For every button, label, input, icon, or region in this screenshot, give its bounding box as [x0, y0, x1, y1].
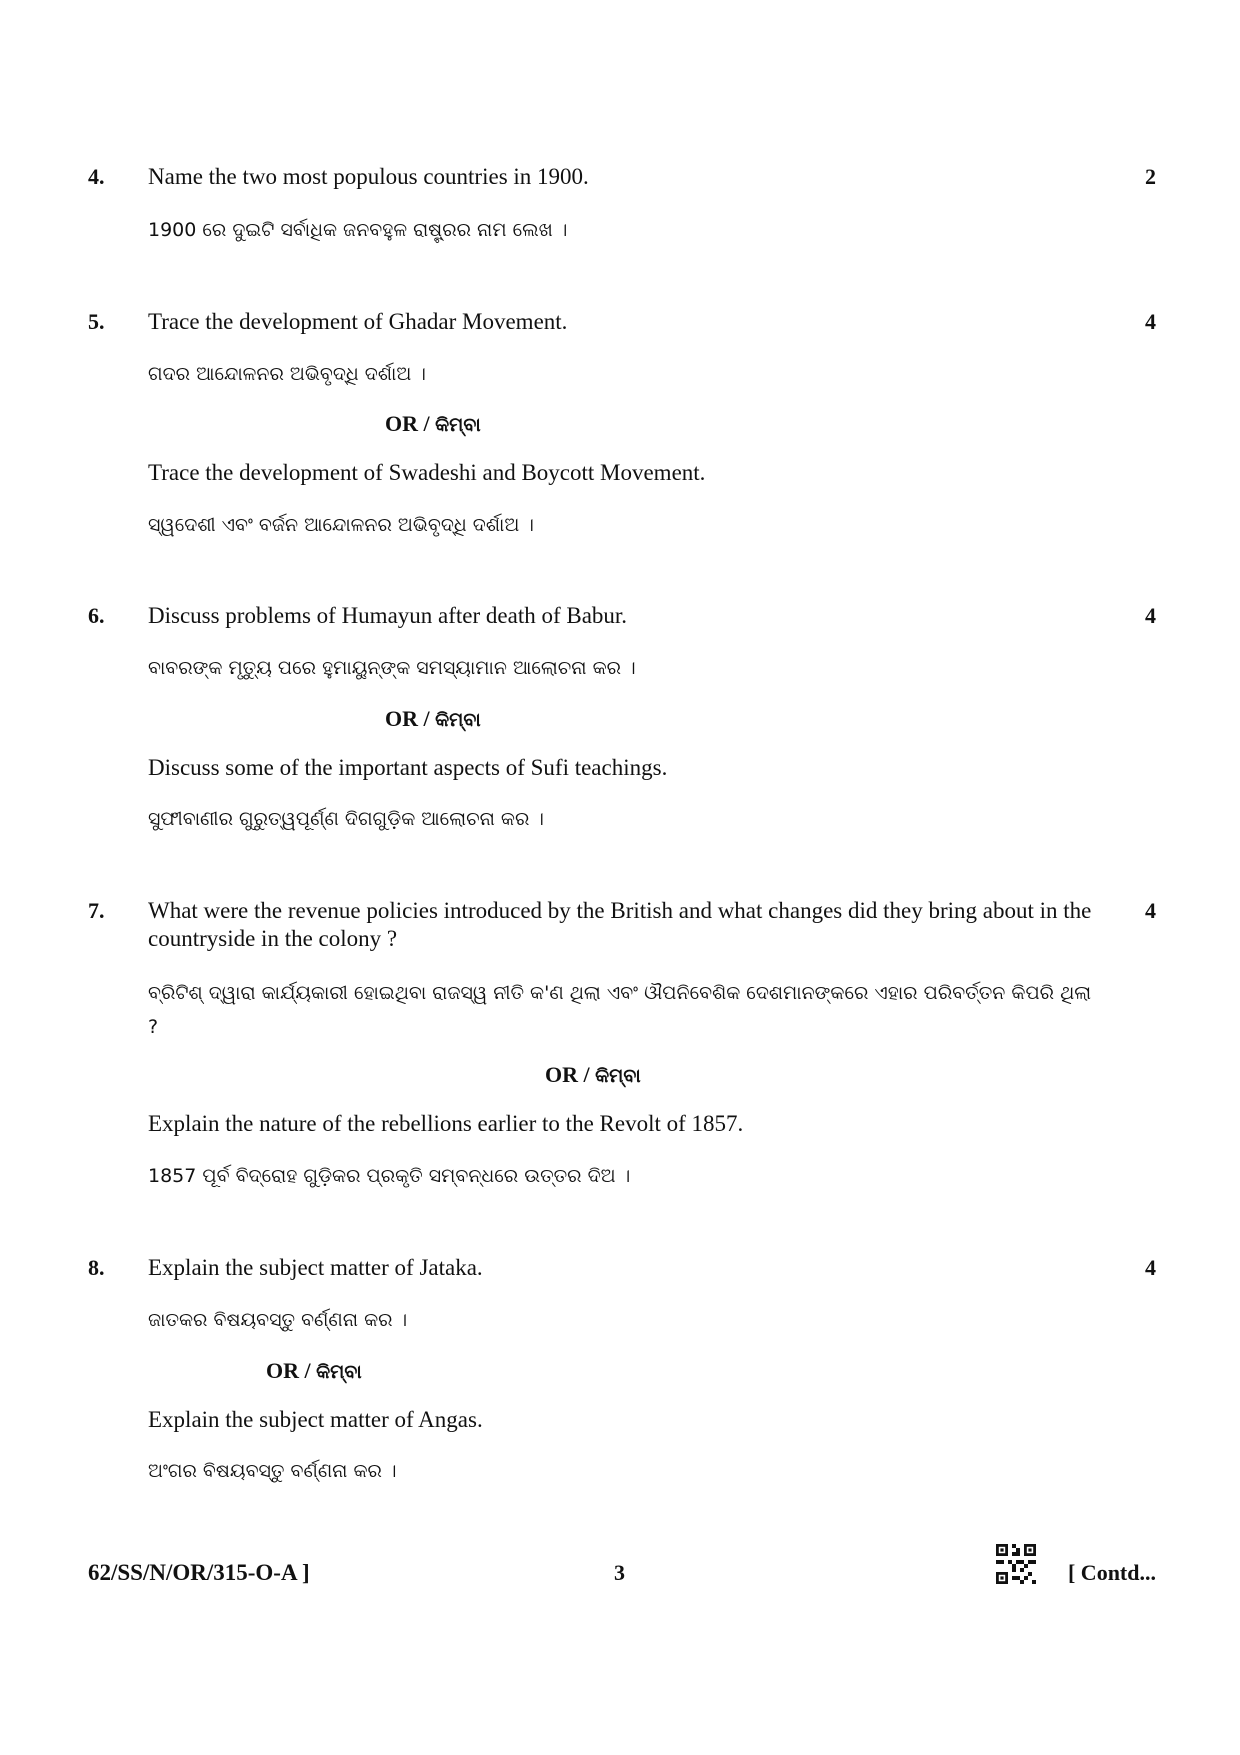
question-7-alt-text-or: 1857 ପୂର୍ବ ବିଦ୍ରୋହ ଗୁଡ଼ିକର ପ୍ରକୃତି ସମ୍ବନ୍ଧରେ ଉତ୍ତର ଦିଅ ।: [148, 1165, 631, 1187]
question-8-text-en: Explain the subject matter of Jataka.: [148, 1255, 483, 1280]
qr-code-icon: [996, 1544, 1036, 1584]
question-6-alt-text-or: ସୁଫୀବାଣୀର ଗୁରୁତ୍ୱପୂର୍ଣ୍ଣ ଦିଗଗୁଡ଼ିକ ଆଲୋଚନା କର ।: [148, 808, 544, 830]
question-8-alt-text-or: ଅଂଗର ବିଷୟବସ୍ତୁ ବର୍ଣ୍ଣନା କର ।: [148, 1460, 397, 1482]
question-5-alt-text-or: ସ୍ୱଦେଶୀ ଏବଂ ବର୍ଜନ ଆନ୍ଦୋଳନର ଅଭିବୃଦ୍ଧି ଦର୍ଶାଅ ।: [148, 514, 534, 536]
question-6-number: 6.: [88, 603, 105, 628]
question-6-text-or: ବାବରଙ୍କ ମୃତ୍ୟୁ ପରେ ହୁମାୟୁନ୍‌ଙ୍କ ସମସ୍ୟାମାନ ଆଲୋଚନା କର ।: [148, 657, 636, 679]
or-label-en: OR /: [545, 1062, 590, 1087]
or-label-en: OR /: [385, 706, 430, 731]
question-6-text-en: Discuss problems of Humayun after death of Babur.: [148, 603, 628, 628]
question-4-text-or: 1900 ରେ ଦୁଇଟି ସର୍ବାଧିକ ଜନବହୁଳ ରାଷ୍ଟ୍ରର ନାମ ଲେଖ ।: [148, 219, 568, 241]
question-4-marks: 2: [1145, 164, 1156, 189]
question-5-marks: 4: [1145, 309, 1156, 334]
question-8-number: 8.: [88, 1255, 105, 1280]
question-6-marks: 4: [1145, 603, 1156, 628]
question-7-text-en: What were the revenue policies introduced by the British and what changes did they bring about in the countryside in the colony ?: [148, 898, 1092, 951]
or-label-en: OR /: [266, 1358, 311, 1383]
continued-label: [ Contd...: [1067, 1560, 1156, 1585]
question-6-or-divider: [385, 705, 481, 734]
page-number: 3: [614, 1560, 625, 1585]
question-7-number: 7.: [88, 898, 105, 923]
or-label-en: OR /: [385, 411, 430, 436]
question-7-or-divider: [545, 1061, 641, 1090]
paper-code: 62/SS/N/OR/315-O-A ]: [88, 1560, 310, 1585]
question-8-alt-text-en: Explain the subject matter of Angas.: [148, 1407, 483, 1432]
question-8-or-divider: [266, 1357, 362, 1386]
or-label-or: କିମ୍ବା: [316, 1361, 362, 1383]
question-5-or-divider: [385, 410, 481, 439]
question-7-marks: 4: [1145, 898, 1156, 923]
question-6-alt-text-en: Discuss some of the important aspects of Sufi teachings.: [148, 755, 668, 780]
question-5-alt-text-en: Trace the development of Swadeshi and Boycott Movement.: [148, 460, 706, 485]
question-8-marks: 4: [1145, 1255, 1156, 1280]
question-5-number: 5.: [88, 309, 105, 334]
question-4-text-en: Name the two most populous countries in 1900.: [148, 164, 589, 189]
or-label-or: କିମ୍ବା: [435, 414, 481, 436]
question-5-text-en: Trace the development of Ghadar Movement.: [148, 309, 568, 334]
or-label-or: କିମ୍ବା: [595, 1065, 641, 1087]
question-4-number: 4.: [88, 164, 105, 189]
question-8-text-or: ଜାତକର ବିଷୟବସ୍ତୁ ବର୍ଣ୍ଣନା କର ।: [148, 1309, 408, 1331]
question-7-alt-text-en: Explain the nature of the rebellions earlier to the Revolt of 1857.: [148, 1111, 744, 1136]
or-label-or: କିମ୍ବା: [435, 709, 481, 731]
question-7-text-or: ବ୍ରିଟିଶ୍ ଦ୍ୱାରା କାର୍ଯ୍ୟକାରୀ ହୋଇଥିବା ରାଜସ୍ୱ ନୀତି କ'ଣ ଥିଲା ଏବଂ ଔପନିବେଶିକ ଦେଶମାନଙ୍କରେ ଏହାର ପରିବର୍ତ୍ତନ କିପରି ଥିଲା ?: [148, 982, 1092, 1038]
question-5-text-or: ଗଦର ଆନ୍ଦୋଳନର ଅଭିବୃଦ୍ଧି ଦର୍ଶାଅ ।: [148, 363, 426, 385]
